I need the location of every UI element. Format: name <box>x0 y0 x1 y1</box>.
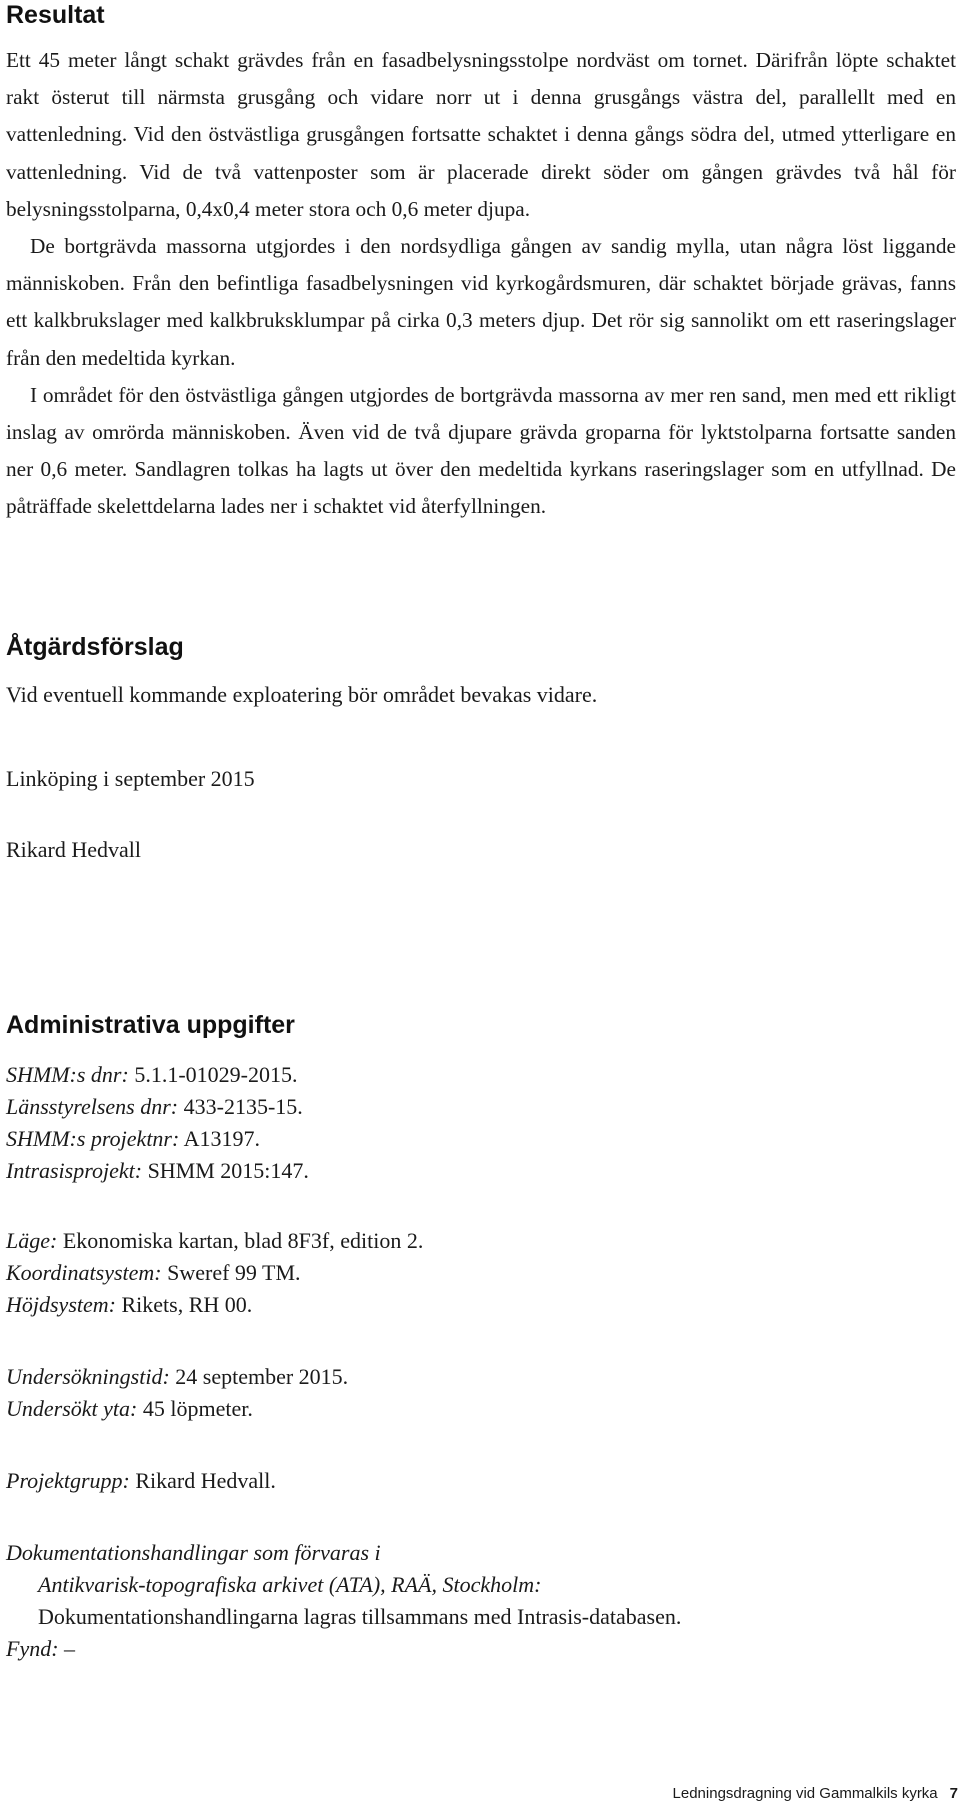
projektnr-label: SHMM:s projektnr: <box>6 1126 180 1151</box>
lage-label: Läge: <box>6 1228 58 1253</box>
tid-value: 24 september 2015. <box>169 1364 349 1389</box>
hojd-value: Rikets, RH 00. <box>115 1292 253 1317</box>
hojd-label: Höjdsystem: <box>6 1292 116 1317</box>
fynd-label: Fynd: <box>6 1636 59 1661</box>
yta-row <box>6 1393 253 1425</box>
lage-value: Ekonomiska kartan, blad 8F3f, edition 2. <box>57 1228 424 1253</box>
resultat-paragraph-2: De bortgrävda massorna utgjordes i den nordsydliga gången av sandig mylla, utan några löst liggande människoben. Från den befintliga fasadbelysningen vid kyrkogårdsmuren, där schaktet började grävas, fanns ett kalkbrukslager med kalkbruksklumpar på cirka 0,3 meters djup. Det rör sig sannolikt om ett raseringslager från den medeltida kyrkan. <box>6 234 956 370</box>
author-name: Rikard Hedvall <box>6 837 142 862</box>
lst-dnr-value: 433-2135-15. <box>178 1094 303 1119</box>
tid-row <box>6 1361 348 1393</box>
admin-heading: Administrativa uppgifter <box>6 1011 295 1039</box>
dok-label: Dokumentationshandlingar som förvaras i <box>6 1540 381 1565</box>
shmm-dnr-value: 5.1.1-01029-2015. <box>128 1062 298 1087</box>
intrasis-row <box>6 1155 309 1187</box>
resultat-paragraph-1: Ett 45 meter långt schakt grävdes från en fasadbelysningsstolpe nordväst om tornet. Därifrån löpte schaktet rakt österut till närmsta grusgång och vidare norr ut i denna grusgångs västra del, parallellt med en vattenledning. Vid den östvästliga grusgången fortsatte schaktet i denna gångs södra del, utmed ytterligare en vattenledning. Vid de två vattenposter som är placerade direkt söder om gången grävdes två hål för belysningsstolparna, 0,4x0,4 meter stora och 0,6 meter djupa. <box>6 48 956 221</box>
intrasis-value: SHMM 2015:147. <box>142 1158 309 1183</box>
page-footer <box>673 1784 958 1804</box>
yta-label: Undersökt yta: <box>6 1396 138 1421</box>
projektnr-value: A13197. <box>179 1126 261 1151</box>
fynd-row <box>6 1633 75 1665</box>
hojd-row <box>6 1289 252 1321</box>
projektnr-row <box>6 1123 260 1155</box>
intrasis-label: Intrasisprojekt: <box>6 1158 143 1183</box>
koordinat-value: Sweref 99 TM. <box>161 1260 301 1285</box>
grupp-value: Rikard Hedvall. <box>129 1468 276 1493</box>
grupp-label: Projektgrupp: <box>6 1468 130 1493</box>
dok-value: Dokumentationshandlingarna lagras tillsammans med Intrasis-databasen. <box>38 1604 682 1629</box>
resultat-heading: Resultat <box>6 1 105 29</box>
resultat-paragraph-3: I området för den östvästliga gången utgjordes de bortgrävda massorna av mer ren sand, men med ett rikligt inslag av omrörda människoben. Även vid de två djupare grävda groparna för lyktstolparna fortsatte sanden ner 0,6 meter. Sandlagren tolkas ha lagts ut över den medeltida kyrkans raseringslager som en utfyllnad. De påträffade skelettdelarna lades ner i schaktet vid återfyllningen. <box>6 382 956 519</box>
dok-place: Antikvarisk-topografiska arkivet (ATA), RAÄ, Stockholm: <box>38 1572 542 1597</box>
shmm-dnr-label: SHMM:s dnr: <box>6 1062 129 1087</box>
shmm-dnr-row <box>6 1059 297 1091</box>
atgardsforslag-text: Vid eventuell kommande exploatering bör området bevakas vidare. <box>6 682 598 707</box>
footer-title: Ledningsdragning vid Gammalkils kyrka <box>672 1785 938 1802</box>
koordinat-row <box>6 1257 301 1289</box>
yta-value: 45 löpmeter. <box>137 1396 253 1421</box>
lst-dnr-row <box>6 1091 303 1123</box>
fynd-value: – <box>58 1636 76 1661</box>
koordinat-label: Koordinatsystem: <box>6 1260 162 1285</box>
grupp-row <box>6 1465 276 1497</box>
resultat-body <box>6 42 956 526</box>
lst-dnr-label: Länsstyrelsens dnr: <box>6 1094 179 1119</box>
tid-label: Undersökningstid: <box>6 1364 170 1389</box>
atgardsforslag-heading: Åtgärdsförslag <box>6 633 184 661</box>
lage-row <box>6 1225 423 1257</box>
page-number: 7 <box>949 1785 958 1802</box>
place-date: Linköping i september 2015 <box>6 766 255 791</box>
